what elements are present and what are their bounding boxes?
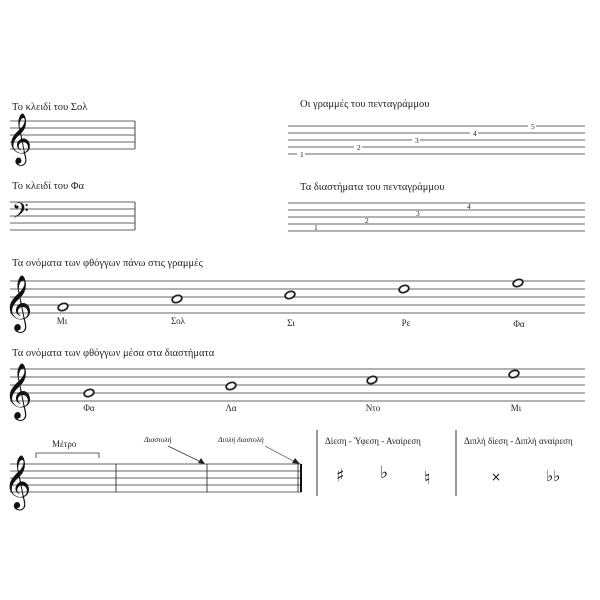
space-notes-title: Τα ονόματα των φθόγγων μέσα στα διαστήματα [12, 348, 215, 359]
line-notes-staff [10, 281, 585, 313]
space-note-names [83, 403, 521, 413]
note-name: Φα [513, 319, 525, 329]
note-name: Σολ [170, 316, 186, 326]
space-number: 3 [416, 209, 420, 218]
line-number: 4 [473, 129, 477, 138]
space-number: 1 [314, 223, 318, 232]
space-number: 2 [365, 216, 369, 225]
staff-lines-title: Οι γραμμές του πενταγράμμου [300, 99, 430, 110]
note-la [225, 381, 237, 391]
line-number: 3 [415, 136, 419, 145]
double-barline-pointer [265, 446, 297, 463]
numbered-spaces-staff [288, 203, 585, 231]
note-name: Μι [56, 316, 68, 326]
double-sharp-icon: × [491, 470, 502, 484]
space-notes-staff [10, 369, 585, 401]
sharp-icon: ♯ [336, 466, 345, 486]
line-note-names [57, 316, 525, 329]
flat-icon: ♭ [380, 463, 389, 483]
note-name: Σι [287, 318, 295, 328]
line-notes [57, 278, 524, 312]
note-mi [57, 302, 69, 312]
barline-pointer [168, 446, 203, 463]
bass-clef-title: Το κλειδί του Φα [12, 181, 85, 192]
double-flat-icon: ♭♭ [546, 467, 561, 485]
treble-clef-title: Το κλειδί του Σολ [12, 102, 88, 113]
space-notes [83, 369, 520, 398]
treble-clef-icon: 𝄞 [4, 363, 33, 419]
bass-clef-icon: 𝄢 [12, 199, 29, 229]
note-name: Ρε [401, 318, 411, 328]
accidentals-heading: Δίεση - Ύφεση - Αναίρεση [325, 436, 421, 446]
treble-clef-icon: 𝄞 [4, 275, 33, 331]
note-sol [171, 294, 183, 304]
note-name: Ντο [365, 403, 381, 413]
staff-spaces-title: Τα διαστήματα του πενταγράμμου [300, 182, 445, 193]
barline-label: Διαστολή [144, 435, 172, 444]
note-do [366, 375, 378, 385]
double-barline-label: Διπλή διαστολή [218, 435, 264, 444]
line-number: 5 [531, 122, 535, 131]
note-fa [83, 388, 95, 398]
arrowhead-icon [292, 458, 300, 464]
line-number: 2 [357, 143, 361, 152]
bars-staff [10, 464, 301, 492]
treble-clef-icon: 𝄞 [4, 454, 32, 508]
natural-icon: ♮ [424, 468, 431, 489]
space-number: 4 [467, 202, 471, 211]
line-notes-title: Τα ονόματα των φθόγγων πάνω στις γραμμές [12, 258, 203, 269]
double-accidentals-heading: Διπλή δίεση - Διπλή αναίρεση [464, 436, 573, 446]
note-si [284, 290, 296, 300]
note-name: Φα [83, 403, 95, 413]
bass-clef-staff [10, 202, 135, 230]
note-name: Λα [225, 403, 237, 413]
note-name: Μι [510, 403, 522, 413]
measure-bracket [36, 453, 99, 458]
measure-label: Μέτρο [52, 439, 77, 449]
treble-clef-icon: 𝄞 [6, 113, 33, 164]
line-number: 1 [300, 150, 304, 159]
numbered-lines-staff [288, 126, 585, 154]
note-fa [512, 278, 524, 288]
note-re [398, 284, 410, 294]
note-mi [508, 369, 520, 379]
